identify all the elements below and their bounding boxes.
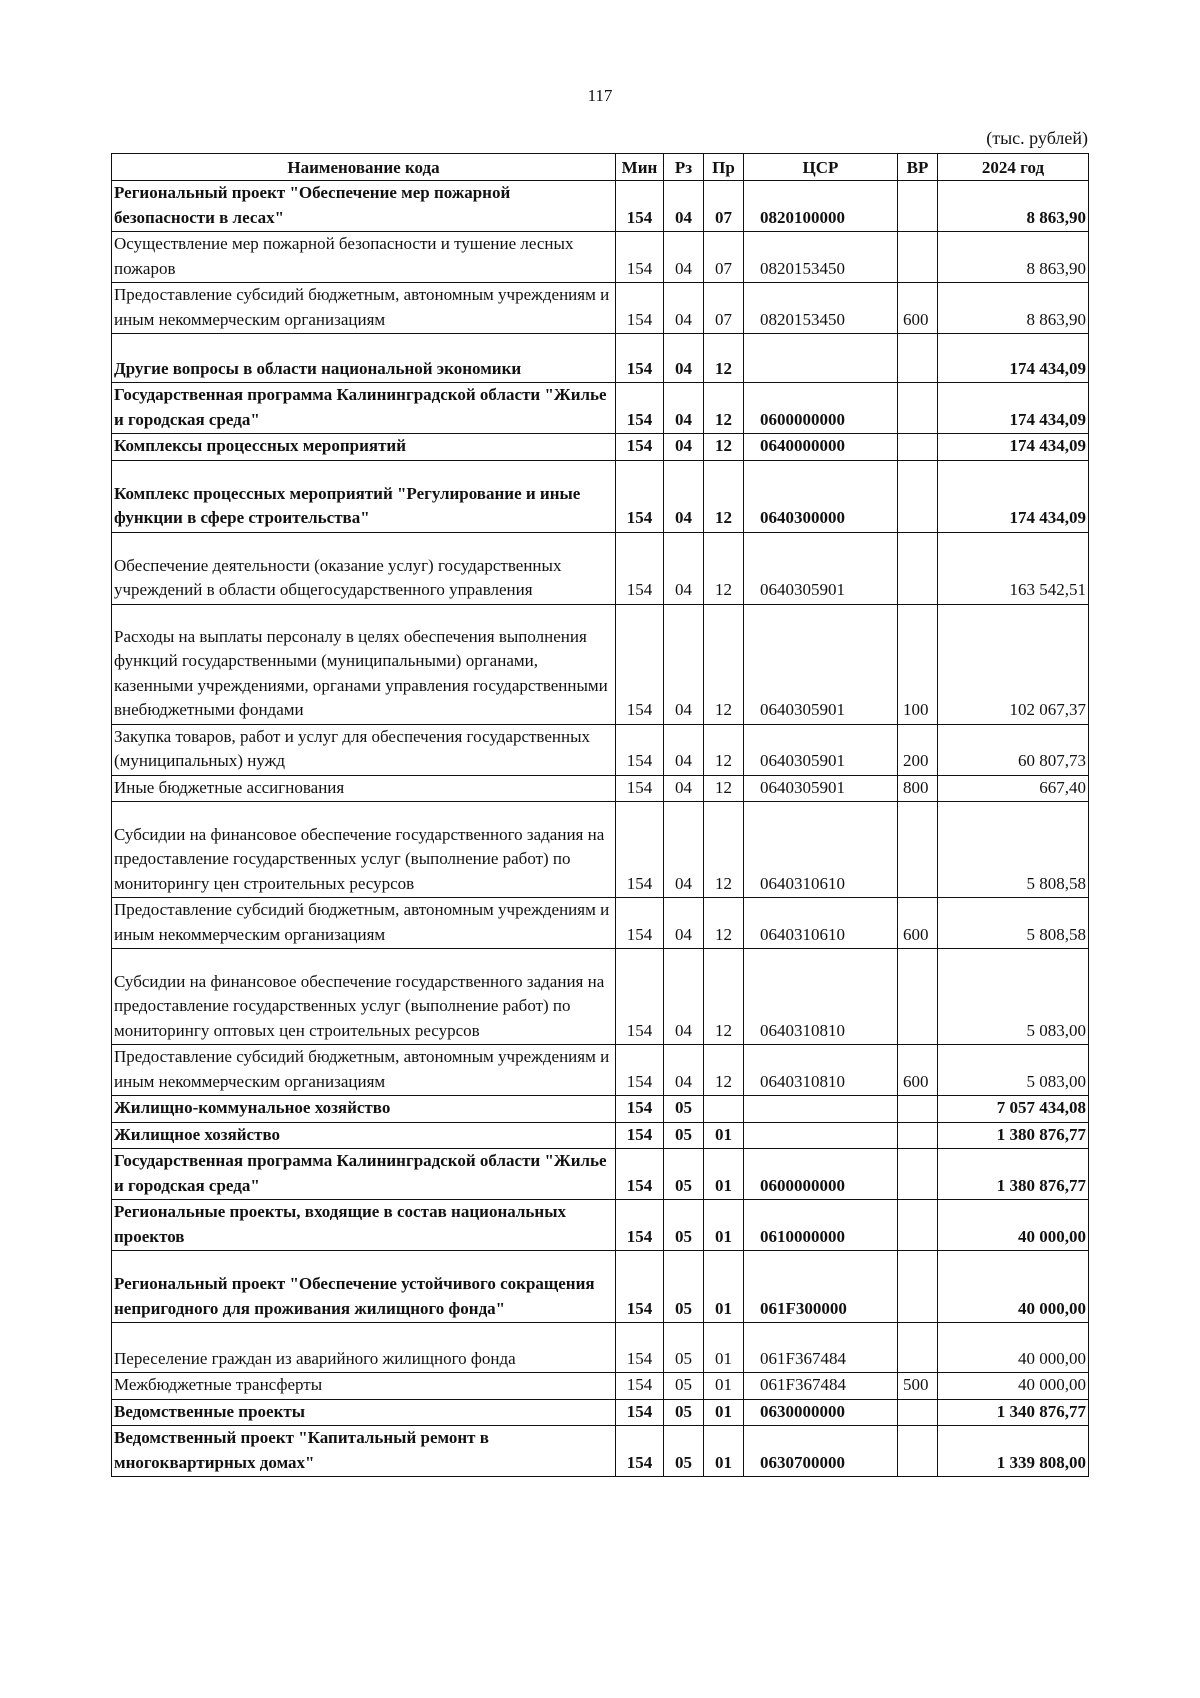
row-pr: 12 [704,724,744,775]
table-row [112,532,1089,604]
row-rz: 04 [664,334,704,383]
row-rz: 05 [664,1373,704,1400]
row-pr: 07 [704,283,744,334]
table-row [112,775,1089,802]
row-amount: 174 434,09 [938,334,1089,383]
row-vr [898,383,938,434]
row-vr [898,460,938,532]
row-csr: 0630700000 [744,1426,898,1477]
row-pr: 12 [704,802,744,898]
row-pr: 12 [704,949,744,1045]
row-csr [744,1122,898,1149]
row-amount: 40 000,00 [938,1373,1089,1400]
row-amount: 8 863,90 [938,181,1089,232]
row-rz: 04 [664,434,704,461]
row-rz: 04 [664,1045,704,1096]
row-pr: 12 [704,604,744,724]
row-rz: 05 [664,1149,704,1200]
row-vr: 600 [898,1045,938,1096]
table-row [112,1251,1089,1323]
row-amount: 174 434,09 [938,383,1089,434]
table-row [112,1045,1089,1096]
row-csr [744,334,898,383]
row-name: Ведомственные проекты [112,1399,616,1426]
row-csr [744,1096,898,1123]
row-pr: 12 [704,334,744,383]
row-name: Региональные проекты, входящие в состав национальных проектов [112,1200,616,1251]
table-row [112,334,1089,383]
row-min: 154 [616,532,664,604]
row-vr [898,181,938,232]
row-name: Государственная программа Калининградской области "Жилье и городская среда" [112,383,616,434]
row-name: Предоставление субсидий бюджетным, автономным учреждениям и иным некоммерческим организациям [112,1045,616,1096]
row-csr: 0640310610 [744,898,898,949]
row-pr: 12 [704,898,744,949]
row-pr: 01 [704,1149,744,1200]
row-csr: 061F367484 [744,1323,898,1373]
row-name: Предоставление субсидий бюджетным, автономным учреждениям и иным некоммерческим организациям [112,283,616,334]
row-name: Жилищно-коммунальное хозяйство [112,1096,616,1123]
row-name: Иные бюджетные ассигнования [112,775,616,802]
row-name: Ведомственный проект "Капитальный ремонт в многоквартирных домах" [112,1426,616,1477]
table-row [112,1200,1089,1251]
table-row [112,1399,1089,1426]
table-row [112,232,1089,283]
row-pr: 01 [704,1200,744,1251]
table-row [112,434,1089,461]
row-pr: 01 [704,1323,744,1373]
row-name: Комплекс процессных мероприятий "Регулирование и иные функции в сфере строительства" [112,460,616,532]
row-rz: 04 [664,604,704,724]
row-min: 154 [616,383,664,434]
table-row [112,802,1089,898]
row-rz: 04 [664,949,704,1045]
row-rz: 05 [664,1251,704,1323]
row-amount: 5 808,58 [938,802,1089,898]
row-pr: 01 [704,1373,744,1400]
table-row [112,1122,1089,1149]
row-pr [704,1096,744,1123]
units-label: (тыс. рублей) [986,128,1088,148]
row-min: 154 [616,1426,664,1477]
row-vr [898,1200,938,1251]
table-row [112,949,1089,1045]
row-csr: 0610000000 [744,1200,898,1251]
row-name: Осуществление мер пожарной безопасности и тушение лесных пожаров [112,232,616,283]
row-vr: 200 [898,724,938,775]
row-csr: 0640305901 [744,532,898,604]
row-vr [898,1399,938,1426]
row-vr [898,949,938,1045]
row-vr [898,1323,938,1373]
row-min: 154 [616,949,664,1045]
row-amount: 1 340 876,77 [938,1399,1089,1426]
row-pr: 01 [704,1399,744,1426]
row-rz: 04 [664,383,704,434]
row-rz: 04 [664,181,704,232]
row-vr [898,232,938,283]
row-min: 154 [616,1122,664,1149]
header-csr: ЦСР [744,154,898,181]
row-min: 154 [616,898,664,949]
row-min: 154 [616,724,664,775]
row-pr: 12 [704,775,744,802]
table-row [112,1096,1089,1123]
row-amount: 667,40 [938,775,1089,802]
row-vr [898,532,938,604]
row-min: 154 [616,775,664,802]
row-pr: 12 [704,434,744,461]
row-vr [898,434,938,461]
row-amount: 40 000,00 [938,1200,1089,1251]
row-name: Субсидии на финансовое обеспечение государственного задания на предоставление государственных услуг (выполнение работ) по мониторингу оптовых цен строительных ресурсов [112,949,616,1045]
row-rz: 04 [664,724,704,775]
row-rz: 04 [664,802,704,898]
header-rz: Рз [664,154,704,181]
table-row [112,181,1089,232]
row-min: 154 [616,232,664,283]
row-vr: 100 [898,604,938,724]
table-row [112,383,1089,434]
row-min: 154 [616,1045,664,1096]
header-row [112,154,1089,181]
row-pr: 01 [704,1251,744,1323]
row-min: 154 [616,1096,664,1123]
row-csr: 0640305901 [744,724,898,775]
row-csr: 0820100000 [744,181,898,232]
row-min: 154 [616,460,664,532]
row-csr: 0640300000 [744,460,898,532]
row-name: Расходы на выплаты персоналу в целях обеспечения выполнения функций государственными (муниципальными) органами, казенными учреждениями, органами управления государственными внебюджетными фондами [112,604,616,724]
header-amount: 2024 год [938,154,1089,181]
row-csr: 061F300000 [744,1251,898,1323]
row-vr: 600 [898,283,938,334]
row-name: Субсидии на финансовое обеспечение государственного задания на предоставление государственных услуг (выполнение работ) по мониторингу цен строительных ресурсов [112,802,616,898]
table-row [112,283,1089,334]
row-min: 154 [616,802,664,898]
row-vr [898,1122,938,1149]
row-min: 154 [616,334,664,383]
budget-table [111,153,1089,1477]
row-pr: 12 [704,383,744,434]
row-amount: 40 000,00 [938,1251,1089,1323]
row-name: Региональный проект "Обеспечение устойчивого сокращения непригодного для проживания жилищного фонда" [112,1251,616,1323]
row-vr [898,1426,938,1477]
row-amount: 8 863,90 [938,232,1089,283]
row-vr [898,1251,938,1323]
row-pr: 12 [704,532,744,604]
table-row [112,724,1089,775]
row-name: Обеспечение деятельности (оказание услуг) государственных учреждений в области общегосударственного управления [112,532,616,604]
row-rz: 04 [664,775,704,802]
header-vr: ВР [898,154,938,181]
row-min: 154 [616,1251,664,1323]
row-rz: 05 [664,1096,704,1123]
table-body [112,181,1089,1477]
row-name: Переселение граждан из аварийного жилищного фонда [112,1323,616,1373]
row-pr: 12 [704,1045,744,1096]
row-rz: 04 [664,460,704,532]
row-csr: 0640310610 [744,802,898,898]
row-amount: 1 339 808,00 [938,1426,1089,1477]
row-min: 154 [616,1399,664,1426]
row-name: Государственная программа Калининградской области "Жилье и городская среда" [112,1149,616,1200]
row-amount: 174 434,09 [938,434,1089,461]
row-min: 154 [616,283,664,334]
row-vr [898,802,938,898]
row-rz: 04 [664,532,704,604]
row-vr: 500 [898,1373,938,1400]
row-amount: 8 863,90 [938,283,1089,334]
row-name: Предоставление субсидий бюджетным, автономным учреждениям и иным некоммерческим организациям [112,898,616,949]
row-name: Жилищное хозяйство [112,1122,616,1149]
row-csr: 0640310810 [744,949,898,1045]
row-vr: 800 [898,775,938,802]
row-min: 154 [616,1200,664,1251]
header-name: Наименование кода [112,154,616,181]
row-amount: 174 434,09 [938,460,1089,532]
row-amount: 102 067,37 [938,604,1089,724]
row-amount: 5 083,00 [938,1045,1089,1096]
row-name: Межбюджетные трансферты [112,1373,616,1400]
row-amount: 40 000,00 [938,1323,1089,1373]
table-row [112,1373,1089,1400]
row-amount: 163 542,51 [938,532,1089,604]
row-rz: 04 [664,898,704,949]
table-row [112,1426,1089,1477]
header-min: Мин [616,154,664,181]
row-rz: 04 [664,283,704,334]
row-vr [898,1096,938,1123]
row-csr: 0640000000 [744,434,898,461]
row-vr [898,334,938,383]
row-rz: 05 [664,1399,704,1426]
row-csr: 0600000000 [744,383,898,434]
row-name: Другие вопросы в области национальной экономики [112,334,616,383]
row-csr: 0640305901 [744,604,898,724]
row-name: Комплексы процессных мероприятий [112,434,616,461]
row-csr: 061F367484 [744,1373,898,1400]
row-amount: 7 057 434,08 [938,1096,1089,1123]
row-csr: 0600000000 [744,1149,898,1200]
row-pr: 07 [704,232,744,283]
table-row [112,460,1089,532]
row-min: 154 [616,434,664,461]
table-row [112,898,1089,949]
row-rz: 05 [664,1426,704,1477]
row-csr: 0820153450 [744,283,898,334]
row-min: 154 [616,181,664,232]
row-amount: 5 808,58 [938,898,1089,949]
row-csr: 0630000000 [744,1399,898,1426]
row-amount: 60 807,73 [938,724,1089,775]
row-amount: 1 380 876,77 [938,1122,1089,1149]
row-min: 154 [616,1323,664,1373]
row-amount: 1 380 876,77 [938,1149,1089,1200]
row-csr: 0640305901 [744,775,898,802]
header-pr: Пр [704,154,744,181]
row-name: Региональный проект "Обеспечение мер пожарной безопасности в лесах" [112,181,616,232]
table-row [112,1149,1089,1200]
row-pr: 07 [704,181,744,232]
page-number: 117 [587,86,613,105]
row-rz: 05 [664,1323,704,1373]
row-csr: 0640310810 [744,1045,898,1096]
row-rz: 05 [664,1122,704,1149]
row-min: 154 [616,1373,664,1400]
table-row [112,604,1089,724]
row-rz: 04 [664,232,704,283]
row-pr: 12 [704,460,744,532]
row-vr: 600 [898,898,938,949]
row-vr [898,1149,938,1200]
row-pr: 01 [704,1426,744,1477]
row-rz: 05 [664,1200,704,1251]
table-row [112,1323,1089,1373]
row-pr: 01 [704,1122,744,1149]
row-name: Закупка товаров, работ и услуг для обеспечения государственных (муниципальных) нужд [112,724,616,775]
row-csr: 0820153450 [744,232,898,283]
row-amount: 5 083,00 [938,949,1089,1045]
row-min: 154 [616,1149,664,1200]
row-min: 154 [616,604,664,724]
